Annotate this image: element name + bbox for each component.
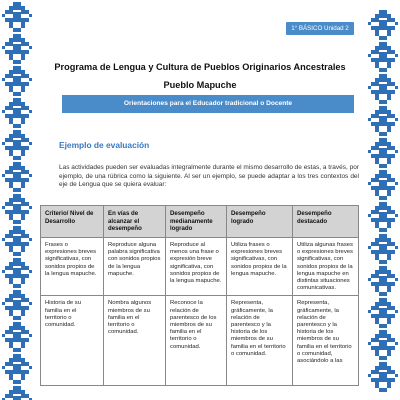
unit-badge: 1° BÁSICO Unidad 2 [286, 22, 354, 35]
header-en-vias: En vías de alcanzar el desempeño [104, 206, 166, 238]
table-cell: Reconoce la relación de parentesco de los miembros de su familia en el territorio o comunidad. [166, 296, 227, 386]
table-cell: Frases o expresiones breves significativas, con sonidos propios de la lengua mapuche. [41, 238, 104, 296]
table-cell: Reproduce alguna palabra significativa con sonidos propios de la lengua mapuche. [104, 238, 166, 296]
header-logrado: Desempeño logrado [227, 206, 293, 238]
table-cell: Utiliza algunas frases o expresiones breves significativas, con sonidos propios de la lengua mapuche en distintas situaciones comunicativas. [293, 238, 359, 296]
table-cell: Utiliza frases o expresiones breves significativas, con sonidos propios de la lengua mapuche. [227, 238, 293, 296]
section-heading: Ejemplo de evaluación [59, 140, 150, 150]
header-criterio: Criterio/ Nivel de Desarrollo [41, 206, 104, 238]
header-destacado: Desempeño destacado [293, 206, 359, 238]
left-decorative-border [0, 0, 34, 400]
program-title: Programa de Lengua y Cultura de Pueblos Originarios Ancestrales [54, 62, 346, 72]
table-cell: Representa, gráficamente, la relación de parentesco y la historia de los miembros de su familia en el territorio o comunidad. [227, 296, 293, 386]
table-row [41, 238, 359, 296]
table-cell: Historia de su familia en el territorio o comunidad. [41, 296, 104, 386]
evaluation-rubric-table [40, 205, 359, 386]
intro-paragraph: Las actividades pueden ser evaluadas integralmente durante el mismo desarrollo de estas, a través, por ejemplo, de una rúbrica como la siguiente. Al ser un ejemplo, se puede adaptar a los tres contextos del eje de Lengua que se quiera evaluar: [59, 164, 359, 189]
table-cell: Reproduce al menos una frase o expresión breve significativa, con sonidos propios de la lengua mapuche. [166, 238, 227, 296]
table-row [41, 296, 359, 386]
table-cell: Nombra algunos miembros de su familia en el territorio o comunidad. [104, 296, 166, 386]
table-cell: Representa, gráficamente, la relación de parentesco y la historia de los miembros de su familia en el territorio o comunidad, asociándolo a las [293, 296, 359, 386]
mapuche-textile-pattern-icon [366, 0, 400, 400]
mapuche-textile-pattern-icon [0, 0, 34, 400]
people-subtitle: Pueblo Mapuche [163, 80, 237, 90]
header-medianamente: Desempeño medianamente logrado [166, 206, 227, 238]
table-header-row [41, 206, 359, 238]
right-decorative-border [366, 0, 400, 400]
guide-banner: Orientaciones para el Educador tradicional o Docente [62, 95, 354, 113]
